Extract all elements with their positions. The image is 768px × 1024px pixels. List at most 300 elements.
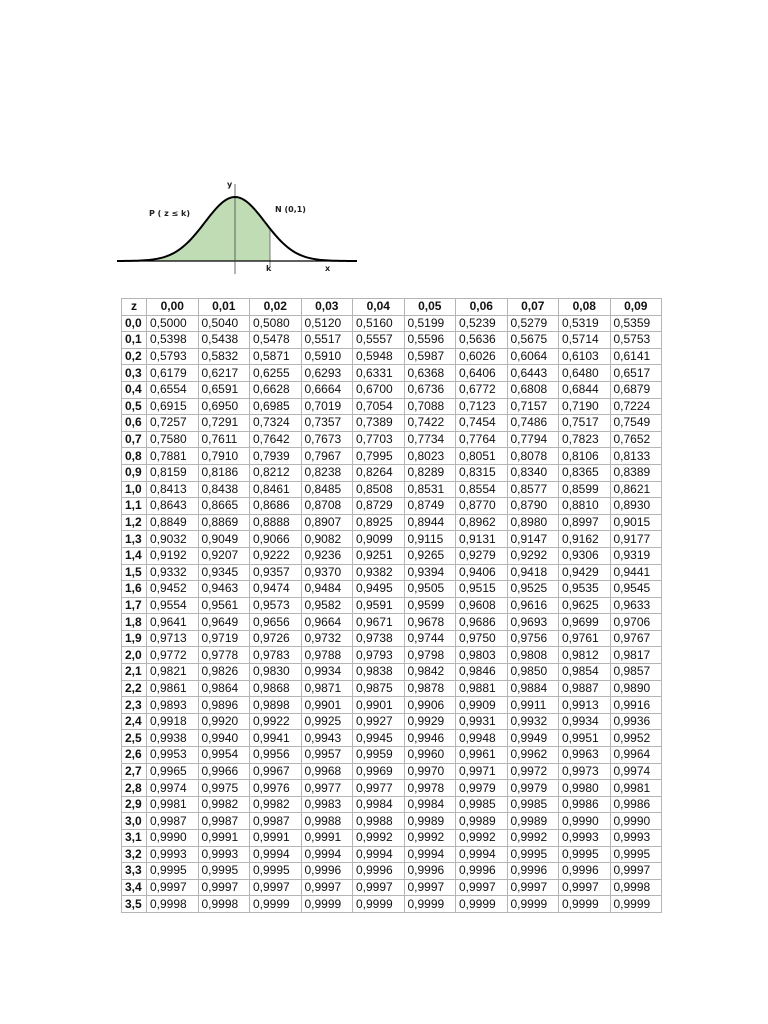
table-cell: 0,6103 (559, 348, 611, 365)
table-cell: 0,9357 (250, 564, 302, 581)
table-cell: 0,5871 (250, 348, 302, 365)
table-cell: 0,9474 (250, 581, 302, 598)
table-cell: 0,9994 (353, 846, 405, 863)
table-cell: 0,9964 (610, 747, 662, 764)
row-z-value: 2,8 (122, 780, 147, 797)
table-cell: 0,5239 (456, 315, 508, 332)
table-cell: 0,9761 (559, 630, 611, 647)
table-cell: 0,9998 (610, 879, 662, 896)
k-label: k (266, 264, 272, 273)
table-cell: 0,9616 (507, 597, 559, 614)
table-cell: 0,8708 (301, 498, 353, 515)
table-cell: 0,9983 (301, 796, 353, 813)
table-cell: 0,9738 (353, 630, 405, 647)
table-cell: 0,8531 (404, 481, 456, 498)
table-row (122, 564, 662, 581)
table-cell: 0,9982 (250, 796, 302, 813)
table-row (122, 547, 662, 564)
table-cell: 0,5438 (198, 332, 250, 349)
table-row (122, 896, 662, 913)
table-cell: 0,9222 (250, 547, 302, 564)
table-row (122, 398, 662, 415)
table-cell: 0,9999 (456, 896, 508, 913)
table-cell: 0,9850 (507, 664, 559, 681)
table-cell: 0,5714 (559, 332, 611, 349)
row-z-value: 3,1 (122, 830, 147, 847)
table-cell: 0,7910 (198, 448, 250, 465)
table-cell: 0,7652 (610, 431, 662, 448)
table-cell: 0,9561 (198, 597, 250, 614)
table-cell: 0,9990 (559, 813, 611, 830)
table-cell: 0,5557 (353, 332, 405, 349)
table-cell: 0,9946 (404, 730, 456, 747)
table-cell: 0,9940 (198, 730, 250, 747)
row-z-value: 0,5 (122, 398, 147, 415)
table-cell: 0,9906 (404, 697, 456, 714)
table-cell: 0,8869 (198, 514, 250, 531)
table-cell: 0,9099 (353, 531, 405, 548)
column-header: 0,07 (507, 299, 559, 316)
table-cell: 0,9719 (198, 630, 250, 647)
table-cell: 0,8686 (250, 498, 302, 515)
row-z-value: 1,7 (122, 597, 147, 614)
table-cell: 0,8315 (456, 464, 508, 481)
table-cell: 0,9664 (301, 614, 353, 631)
table-cell: 0,9192 (147, 547, 199, 564)
table-cell: 0,9997 (507, 879, 559, 896)
row-z-value: 0,7 (122, 431, 147, 448)
table-cell: 0,9995 (559, 846, 611, 863)
table-cell: 0,9788 (301, 647, 353, 664)
row-z-value: 1,6 (122, 581, 147, 598)
table-cell: 0,9207 (198, 547, 250, 564)
table-cell: 0,7486 (507, 415, 559, 432)
table-cell: 0,9973 (559, 763, 611, 780)
table-cell: 0,9633 (610, 597, 662, 614)
row-z-value: 2,9 (122, 796, 147, 813)
column-header: 0,06 (456, 299, 508, 316)
table-cell: 0,9956 (250, 747, 302, 764)
table-cell: 0,9992 (404, 830, 456, 847)
table-cell: 0,9671 (353, 614, 405, 631)
row-z-value: 1,8 (122, 614, 147, 631)
table-cell: 0,9332 (147, 564, 199, 581)
table-cell: 0,9265 (404, 547, 456, 564)
table-row (122, 846, 662, 863)
table-cell: 0,6664 (301, 381, 353, 398)
table-cell: 0,9772 (147, 647, 199, 664)
table-cell: 0,7881 (147, 448, 199, 465)
table-cell: 0,9996 (507, 863, 559, 880)
table-cell: 0,8051 (456, 448, 508, 465)
table-cell: 0,9996 (404, 863, 456, 880)
table-row (122, 647, 662, 664)
table-cell: 0,9987 (147, 813, 199, 830)
table-cell: 0,5000 (147, 315, 199, 332)
table-cell: 0,9871 (301, 680, 353, 697)
table-cell: 0,9953 (147, 747, 199, 764)
table-cell: 0,9545 (610, 581, 662, 598)
row-z-value: 0,2 (122, 348, 147, 365)
table-cell: 0,9798 (404, 647, 456, 664)
table-cell: 0,9934 (559, 713, 611, 730)
table-cell: 0,9177 (610, 531, 662, 548)
table-cell: 0,9980 (559, 780, 611, 797)
table-row (122, 664, 662, 681)
table-cell: 0,9901 (301, 697, 353, 714)
table-cell: 0,9997 (456, 879, 508, 896)
table-cell: 0,9994 (404, 846, 456, 863)
table-cell: 0,9251 (353, 547, 405, 564)
table-cell: 0,9525 (507, 581, 559, 598)
table-cell: 0,9429 (559, 564, 611, 581)
table-cell: 0,9898 (250, 697, 302, 714)
table-cell: 0,5832 (198, 348, 250, 365)
table-cell: 0,9997 (559, 879, 611, 896)
table-cell: 0,9994 (250, 846, 302, 863)
table-cell: 0,9948 (456, 730, 508, 747)
table-cell: 0,6331 (353, 365, 405, 382)
row-z-value: 2,7 (122, 763, 147, 780)
table-cell: 0,9803 (456, 647, 508, 664)
table-cell: 0,9985 (507, 796, 559, 813)
table-cell: 0,5359 (610, 315, 662, 332)
cumulative-probability-area (117, 197, 270, 261)
table-cell: 0,9945 (353, 730, 405, 747)
table-header-row (122, 299, 662, 316)
table-cell: 0,9984 (404, 796, 456, 813)
table-cell: 0,9957 (301, 747, 353, 764)
table-cell: 0,7939 (250, 448, 302, 465)
table-cell: 0,9826 (198, 664, 250, 681)
table-cell: 0,9699 (559, 614, 611, 631)
table-cell: 0,8599 (559, 481, 611, 498)
table-cell: 0,9778 (198, 647, 250, 664)
table-cell: 0,8106 (559, 448, 611, 465)
table-row (122, 796, 662, 813)
table-cell: 0,9952 (610, 730, 662, 747)
table-cell: 0,8643 (147, 498, 199, 515)
table-cell: 0,8962 (456, 514, 508, 531)
table-cell: 0,6141 (610, 348, 662, 365)
table-cell: 0,9997 (198, 879, 250, 896)
table-cell: 0,9406 (456, 564, 508, 581)
row-z-value: 2,6 (122, 747, 147, 764)
table-cell: 0,9988 (301, 813, 353, 830)
column-header: 0,02 (250, 299, 302, 316)
table-cell: 0,9783 (250, 647, 302, 664)
table-cell: 0,6772 (456, 381, 508, 398)
row-z-value: 1,1 (122, 498, 147, 515)
table-cell: 0,5080 (250, 315, 302, 332)
table-cell: 0,5596 (404, 332, 456, 349)
table-cell: 0,9992 (507, 830, 559, 847)
table-cell: 0,9989 (404, 813, 456, 830)
column-header: 0,08 (559, 299, 611, 316)
row-z-value: 3,5 (122, 896, 147, 913)
row-z-value: 1,0 (122, 481, 147, 498)
table-cell: 0,8665 (198, 498, 250, 515)
table-cell: 0,8186 (198, 464, 250, 481)
table-cell: 0,7734 (404, 431, 456, 448)
table-cell: 0,9049 (198, 531, 250, 548)
table-row (122, 763, 662, 780)
table-cell: 0,6217 (198, 365, 250, 382)
column-header: 0,03 (301, 299, 353, 316)
table-cell: 0,9066 (250, 531, 302, 548)
table-cell: 0,9345 (198, 564, 250, 581)
table-cell: 0,9115 (404, 531, 456, 548)
table-cell: 0,6700 (353, 381, 405, 398)
table-cell: 0,7088 (404, 398, 456, 415)
row-z-value: 3,2 (122, 846, 147, 863)
table-cell: 0,9998 (147, 896, 199, 913)
table-cell: 0,9985 (456, 796, 508, 813)
row-z-value: 2,0 (122, 647, 147, 664)
table-cell: 0,6443 (507, 365, 559, 382)
column-header: 0,05 (404, 299, 456, 316)
table-cell: 0,9573 (250, 597, 302, 614)
table-cell: 0,8729 (353, 498, 405, 515)
table-cell: 0,5040 (198, 315, 250, 332)
table-cell: 0,9857 (610, 664, 662, 681)
table-cell: 0,9319 (610, 547, 662, 564)
table-row (122, 514, 662, 531)
table-cell: 0,9989 (507, 813, 559, 830)
table-cell: 0,6368 (404, 365, 456, 382)
table-cell: 0,9995 (610, 846, 662, 863)
table-cell: 0,9726 (250, 630, 302, 647)
table-cell: 0,9997 (353, 879, 405, 896)
table-cell: 0,9986 (610, 796, 662, 813)
table-cell: 0,9992 (353, 830, 405, 847)
table-cell: 0,8023 (404, 448, 456, 465)
table-cell: 0,9842 (404, 664, 456, 681)
y-axis-label: y (227, 180, 233, 189)
table-cell: 0,8621 (610, 481, 662, 498)
table-row (122, 614, 662, 631)
row-z-value: 0,3 (122, 365, 147, 382)
table-cell: 0,9515 (456, 581, 508, 598)
table-cell: 0,9864 (198, 680, 250, 697)
table-cell: 0,9979 (456, 780, 508, 797)
table-cell: 0,9032 (147, 531, 199, 548)
table-cell: 0,9959 (353, 747, 405, 764)
table-row (122, 448, 662, 465)
table-cell: 0,7157 (507, 398, 559, 415)
table-cell: 0,9929 (404, 713, 456, 730)
table-cell: 0,9147 (507, 531, 559, 548)
table-cell: 0,8888 (250, 514, 302, 531)
table-row (122, 813, 662, 830)
table-cell: 0,9505 (404, 581, 456, 598)
table-cell: 0,9999 (559, 896, 611, 913)
table-cell: 0,9767 (610, 630, 662, 647)
table-cell: 0,9989 (456, 813, 508, 830)
table-cell: 0,6915 (147, 398, 199, 415)
table-cell: 0,5398 (147, 332, 199, 349)
table-cell: 0,9292 (507, 547, 559, 564)
table-cell: 0,8749 (404, 498, 456, 515)
table-cell: 0,9846 (456, 664, 508, 681)
table-cell: 0,9922 (250, 713, 302, 730)
table-row (122, 315, 662, 332)
table-cell: 0,9927 (353, 713, 405, 730)
table-row (122, 597, 662, 614)
table-cell: 0,9968 (301, 763, 353, 780)
table-cell: 0,9931 (456, 713, 508, 730)
table-cell: 0,5319 (559, 315, 611, 332)
table-body (122, 315, 662, 912)
table-cell: 0,9977 (301, 780, 353, 797)
table-cell: 0,9981 (610, 780, 662, 797)
table-cell: 0,9936 (610, 713, 662, 730)
row-z-value: 0,9 (122, 464, 147, 481)
table-cell: 0,9706 (610, 614, 662, 631)
table-cell: 0,7291 (198, 415, 250, 432)
row-z-value: 2,4 (122, 713, 147, 730)
table-cell: 0,9656 (250, 614, 302, 631)
table-row (122, 879, 662, 896)
column-header: 0,04 (353, 299, 405, 316)
table-cell: 0,6026 (456, 348, 508, 365)
table-cell: 0,5279 (507, 315, 559, 332)
table-cell: 0,7995 (353, 448, 405, 465)
table-cell: 0,7549 (610, 415, 662, 432)
table-cell: 0,9625 (559, 597, 611, 614)
table-cell: 0,9821 (147, 664, 199, 681)
table-cell: 0,9484 (301, 581, 353, 598)
row-z-value: 0,0 (122, 315, 147, 332)
table-cell: 0,9997 (404, 879, 456, 896)
table-cell: 0,9535 (559, 581, 611, 598)
table-cell: 0,9830 (250, 664, 302, 681)
table-cell: 0,6554 (147, 381, 199, 398)
row-z-value: 0,1 (122, 332, 147, 349)
table-cell: 0,7190 (559, 398, 611, 415)
standard-normal-table (121, 298, 662, 913)
table-cell: 0,9995 (147, 863, 199, 880)
table-cell: 0,9996 (559, 863, 611, 880)
table-cell: 0,9961 (456, 747, 508, 764)
table-cell: 0,9998 (198, 896, 250, 913)
table-cell: 0,9920 (198, 713, 250, 730)
table-cell: 0,8770 (456, 498, 508, 515)
table-cell: 0,9979 (507, 780, 559, 797)
table-row (122, 481, 662, 498)
table-cell: 0,9996 (353, 863, 405, 880)
table-cell: 0,9554 (147, 597, 199, 614)
row-z-value: 1,2 (122, 514, 147, 531)
table-cell: 0,9995 (198, 863, 250, 880)
table-cell: 0,7054 (353, 398, 405, 415)
table-cell: 0,9996 (301, 863, 353, 880)
table-row (122, 680, 662, 697)
area-label: P ( z ≤ k) (149, 209, 190, 218)
table-cell: 0,7357 (301, 415, 353, 432)
table-cell: 0,9999 (250, 896, 302, 913)
table-cell: 0,6591 (198, 381, 250, 398)
table-cell: 0,9974 (147, 780, 199, 797)
table-cell: 0,9817 (610, 647, 662, 664)
table-cell: 0,9812 (559, 647, 611, 664)
table-cell: 0,8461 (250, 481, 302, 498)
table-cell: 0,9978 (404, 780, 456, 797)
table-cell: 0,9649 (198, 614, 250, 631)
table-cell: 0,6293 (301, 365, 353, 382)
table-cell: 0,6950 (198, 398, 250, 415)
table-cell: 0,8577 (507, 481, 559, 498)
table-cell: 0,9750 (456, 630, 508, 647)
table-cell: 0,8389 (610, 464, 662, 481)
table-cell: 0,9975 (198, 780, 250, 797)
table-cell: 0,9884 (507, 680, 559, 697)
table-row (122, 630, 662, 647)
table-cell: 0,9279 (456, 547, 508, 564)
table-cell: 0,8508 (353, 481, 405, 498)
table-cell: 0,6179 (147, 365, 199, 382)
table-cell: 0,9678 (404, 614, 456, 631)
table-cell: 0,8133 (610, 448, 662, 465)
table-cell: 0,9965 (147, 763, 199, 780)
table-cell: 0,9990 (610, 813, 662, 830)
table-cell: 0,9236 (301, 547, 353, 564)
table-cell: 0,9686 (456, 614, 508, 631)
table-cell: 0,9932 (507, 713, 559, 730)
table-cell: 0,7019 (301, 398, 353, 415)
table-cell: 0,9641 (147, 614, 199, 631)
table-cell: 0,9901 (353, 697, 405, 714)
table-cell: 0,9984 (353, 796, 405, 813)
table-cell: 0,9997 (147, 879, 199, 896)
table-cell: 0,9999 (610, 896, 662, 913)
table-cell: 0,9861 (147, 680, 199, 697)
table-cell: 0,8849 (147, 514, 199, 531)
table-row (122, 415, 662, 432)
table-row (122, 713, 662, 730)
table-cell: 0,7673 (301, 431, 353, 448)
table-cell: 0,9890 (610, 680, 662, 697)
table-cell: 0,9693 (507, 614, 559, 631)
table-cell: 0,9793 (353, 647, 405, 664)
normal-curve-figure (115, 172, 365, 282)
table-cell: 0,9370 (301, 564, 353, 581)
table-cell: 0,8485 (301, 481, 353, 498)
table-cell: 0,9744 (404, 630, 456, 647)
table-cell: 0,9893 (147, 697, 199, 714)
table-cell: 0,9987 (198, 813, 250, 830)
table-cell: 0,9999 (404, 896, 456, 913)
table-cell: 0,7967 (301, 448, 353, 465)
row-z-value: 1,4 (122, 547, 147, 564)
table-cell: 0,5160 (353, 315, 405, 332)
table-cell: 0,6628 (250, 381, 302, 398)
table-cell: 0,9463 (198, 581, 250, 598)
table-cell: 0,8264 (353, 464, 405, 481)
table-cell: 0,5948 (353, 348, 405, 365)
table-cell: 0,9996 (456, 863, 508, 880)
table-row (122, 830, 662, 847)
table-cell: 0,9991 (301, 830, 353, 847)
table-cell: 0,9967 (250, 763, 302, 780)
table-cell: 0,9997 (610, 863, 662, 880)
table-cell: 0,9992 (456, 830, 508, 847)
table-cell: 0,8554 (456, 481, 508, 498)
table-cell: 0,9732 (301, 630, 353, 647)
table-cell: 0,6406 (456, 365, 508, 382)
table-cell: 0,9994 (301, 846, 353, 863)
row-z-value: 3,0 (122, 813, 147, 830)
